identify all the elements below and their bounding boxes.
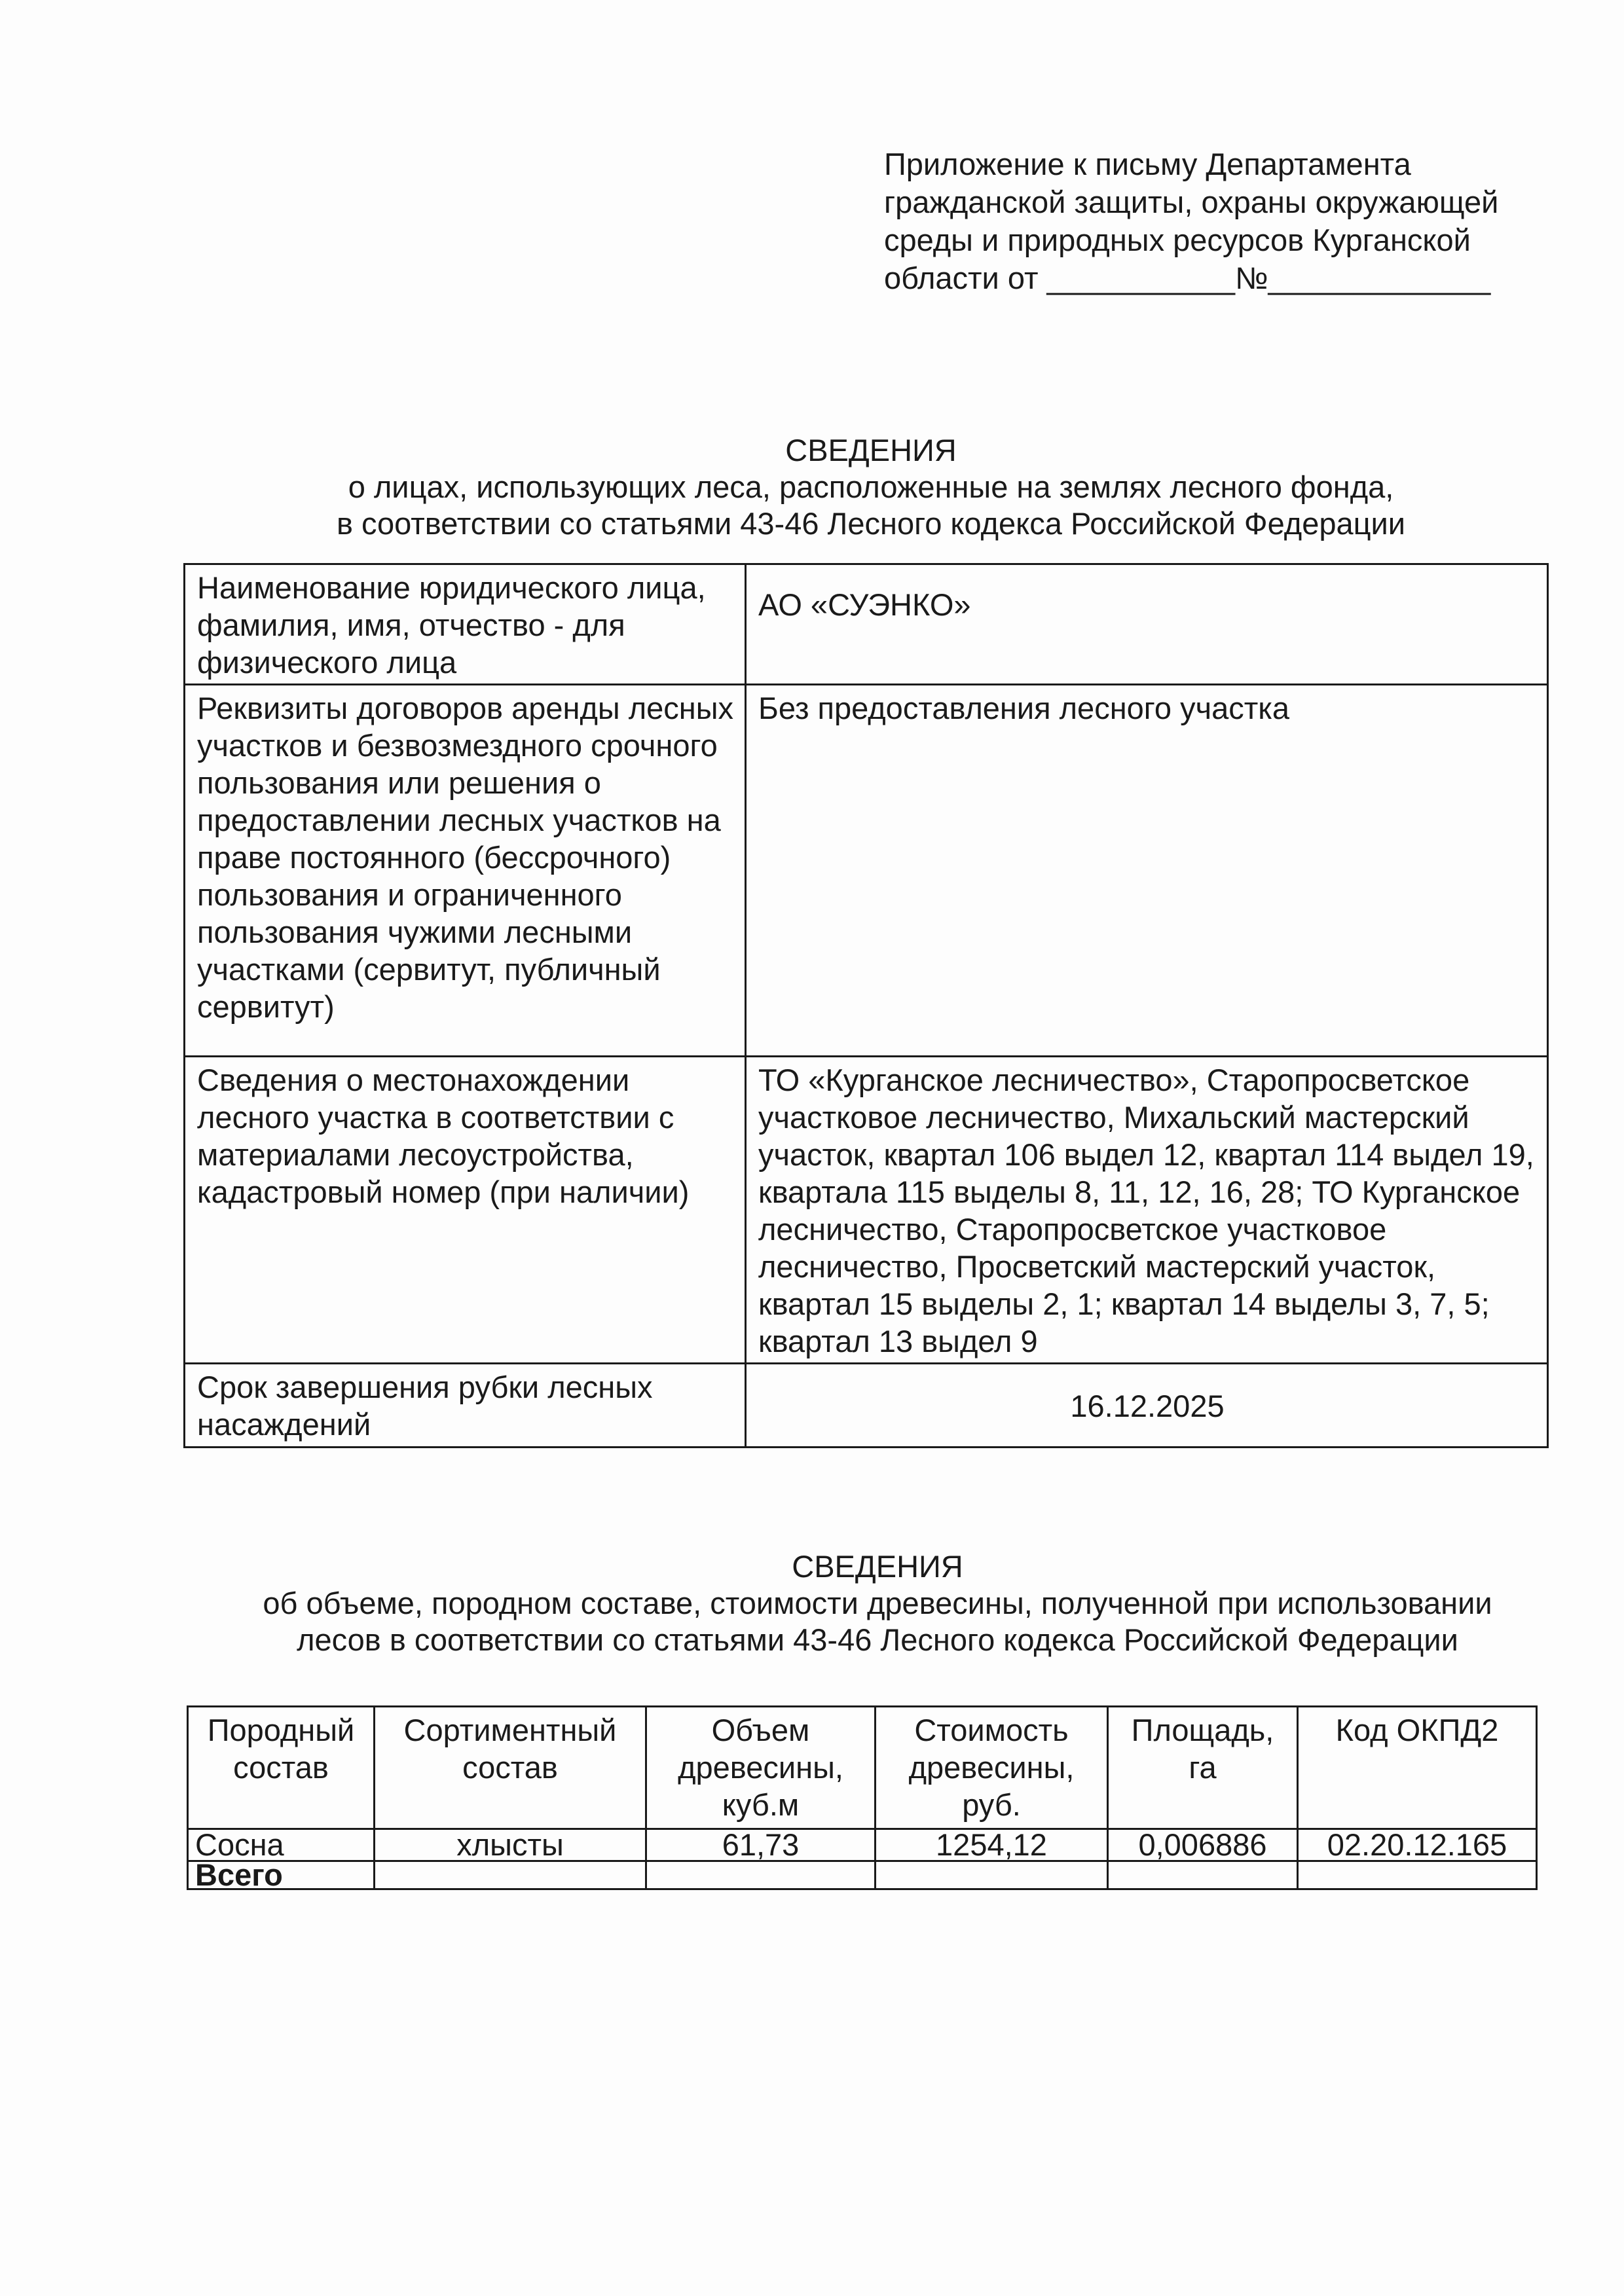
table-row: [185, 564, 1548, 685]
table-cell: 1254,12: [876, 1829, 1108, 1861]
section1-title: СВЕДЕНИЯ: [785, 433, 957, 467]
row-label: Реквизиты договоров аренды лесных участков и безвозмездного срочного пользования или решения о предоставлении лесных участков на праве постоянного (бессрочного) пользования и ограниченного пользования чужими лесными участками (сервитут, публичный сервитут): [185, 685, 746, 1057]
table-cell: [876, 1861, 1108, 1889]
total-label: Всего: [188, 1861, 375, 1889]
row-label: Срок завершения рубки лесных насаждений: [185, 1364, 746, 1448]
section1-subtitle-line: в соответствии со статьями 43-46 Лесного кодекса Российской Федерации: [336, 506, 1406, 541]
appendix-line: среды и природных ресурсов Курганской: [884, 223, 1471, 257]
table-cell: [375, 1861, 646, 1889]
appendix-line: Приложение к письму Департамента: [884, 147, 1411, 181]
column-header: Сортиментный состав: [375, 1707, 646, 1829]
table-cell: 0,006886: [1108, 1829, 1298, 1861]
row-label: Сведения о местонахождении лесного участка в соответствии с материалами лесоустройства, кадастровый номер (при наличии): [185, 1057, 746, 1364]
table-row: [185, 1057, 1548, 1364]
table-cell: хлысты: [375, 1829, 646, 1861]
row-value: Без предоставления лесного участка: [746, 685, 1548, 1057]
appendix-line: области от ___________№_____________: [884, 261, 1491, 295]
table-cell: [646, 1861, 876, 1889]
table-header-row: [188, 1707, 1537, 1829]
section2-heading: [164, 1548, 1591, 1658]
appendix-note: [884, 145, 1578, 297]
section2-subtitle-line: об объеме, породном составе, стоимости древесины, полученной при использовании: [263, 1586, 1492, 1620]
section1-heading: [164, 432, 1578, 542]
appendix-line: гражданской защиты, охраны окружающей: [884, 185, 1499, 219]
table-row: [185, 1364, 1548, 1448]
timber-volume-table: [187, 1705, 1538, 1890]
row-value: АО «СУЭНКО»: [746, 564, 1548, 685]
column-header: Площадь, га: [1108, 1707, 1298, 1829]
row-label: Наименование юридического лица, фамилия, имя, отчество - для физического лица: [185, 564, 746, 685]
table-cell: [1298, 1861, 1537, 1889]
section1-subtitle-line: о лицах, использующих леса, расположенные на землях лесного фонда,: [348, 469, 1394, 504]
row-value: ТО «Курганское лесничество», Старопросветское участковое лесничество, Михальский мастерский участок, квартал 106 выдел 12, квартал 114 выдел 19, квартала 115 выделы 8, 11, 12, 16, 28; ТО Курганское лесничество, Старопросветское участковое лесничество, Просветский мастерский участок, квартал 15 выделы 2, 1; квартал 14 выделы 3, 7, 5; квартал 13 выдел 9: [746, 1057, 1548, 1364]
column-header: Объем древесины, куб.м: [646, 1707, 876, 1829]
section2-title: СВЕДЕНИЯ: [792, 1549, 963, 1584]
table-cell: 61,73: [646, 1829, 876, 1861]
table-cell: [1108, 1861, 1298, 1889]
table-cell: 02.20.12.165: [1298, 1829, 1537, 1861]
column-header: Код ОКПД2: [1298, 1707, 1537, 1829]
row-value: 16.12.2025: [746, 1364, 1548, 1448]
column-header: Породный состав: [188, 1707, 375, 1829]
column-header: Стоимость древесины, руб.: [876, 1707, 1108, 1829]
table-row: [188, 1829, 1537, 1861]
forest-users-table: [183, 563, 1549, 1448]
total-row: [188, 1861, 1537, 1889]
section2-subtitle-line: лесов в соответствии со статьями 43-46 Лесного кодекса Российской Федерации: [297, 1622, 1458, 1657]
table-row: [185, 685, 1548, 1057]
table-cell: Сосна: [188, 1829, 375, 1861]
